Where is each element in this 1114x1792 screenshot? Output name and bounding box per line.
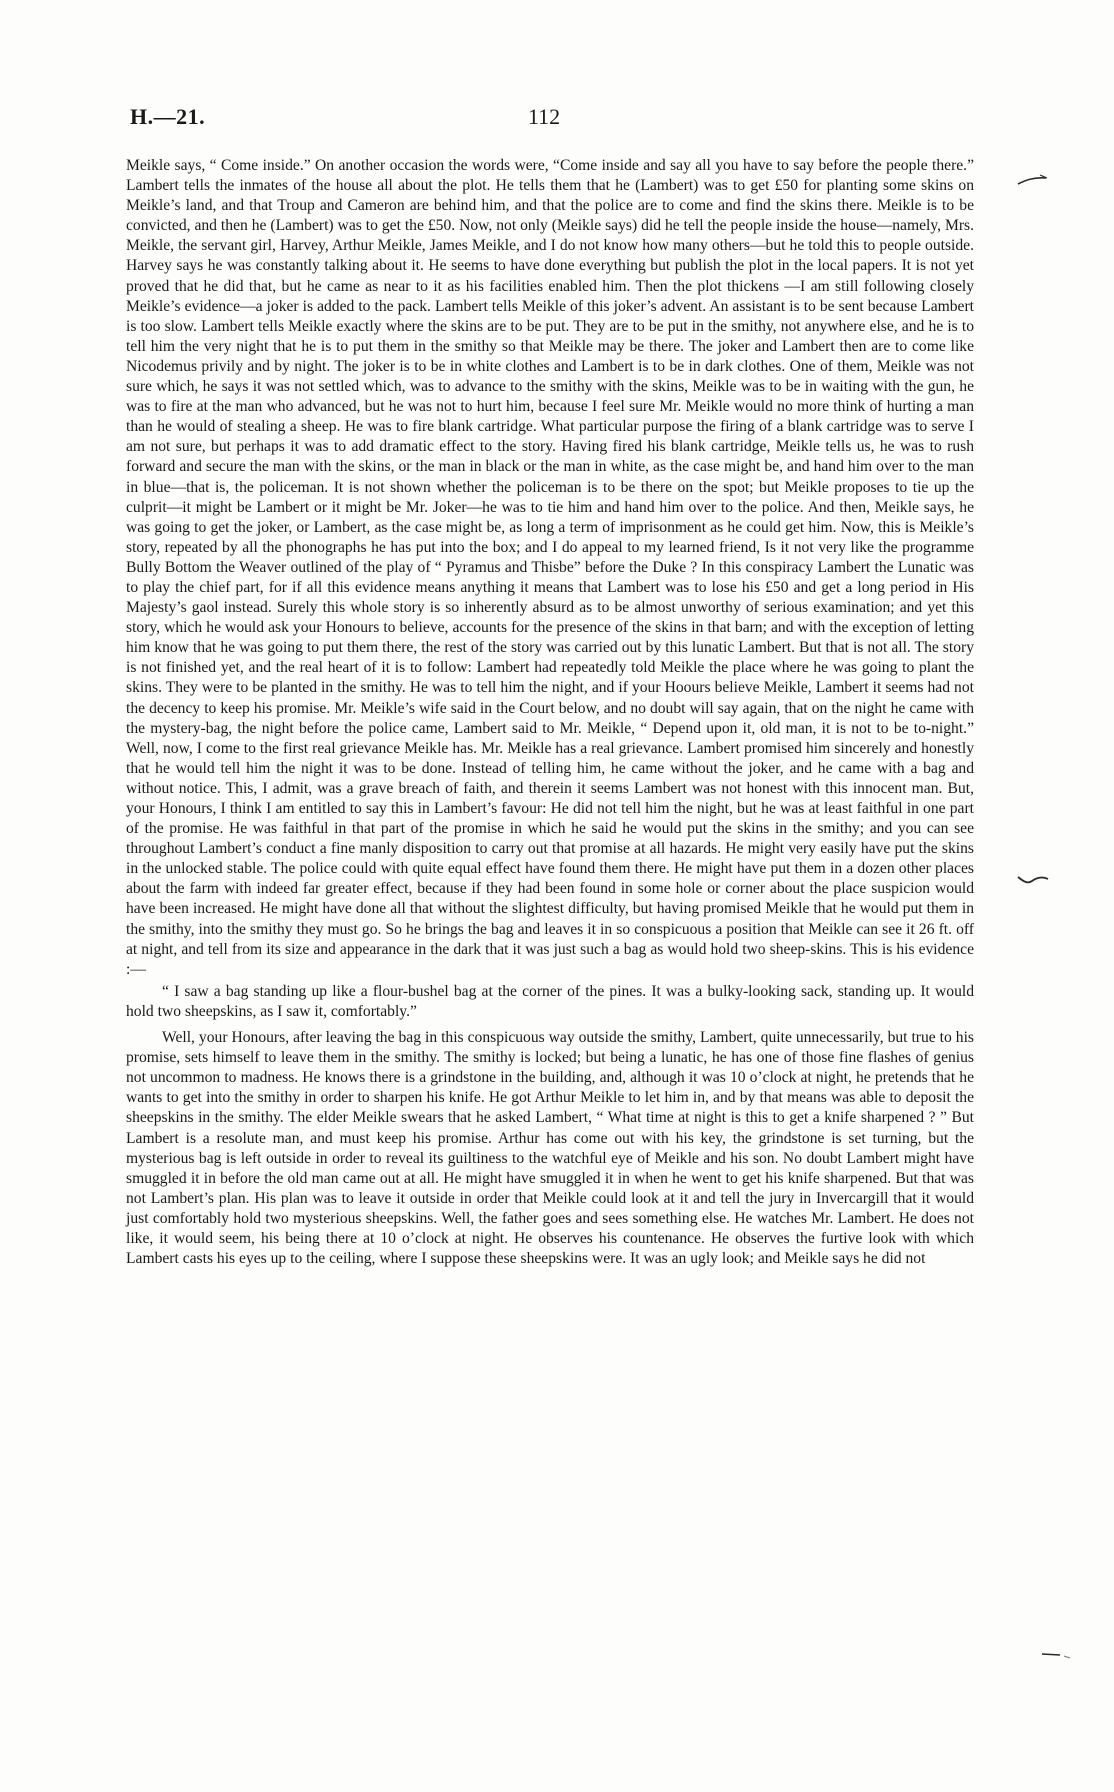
margin-pencil-mark [1040, 1648, 1074, 1662]
margin-pencil-mark [1016, 874, 1050, 888]
page-number: 112 [528, 104, 561, 129]
page-header [130, 104, 970, 134]
margin-pencil-mark [1016, 172, 1050, 186]
paragraph-argument: Meikle says, “ Come inside.” On another occasion the words were, “Come inside and say all you have to say before the people there.” Lambert tells the inmates of the house all about the plot. He tells them that he (Lambert) was to get £50 for planting some skins on Meikle’s land, and that Troup and Cameron are behind him, and that the police are to come and find the skins there. Meikle is to be convicted, and then he (Lambert) was to get the £50. Now, not only (Meikle says) did he tell the people inside the house—namely, Mrs. Meikle, the servant girl, Harvey, Arthur Meikle, James Meikle, and I do not know how many others—but he told this to people outside. Harvey says he was constantly talking about it. He seems to have done everything but publish the plot in the local papers. It is not yet proved that he did that, but he came as near to it as his facilities enabled him. Then the plot thickens —I am still following closely Meikle’s evidence—a joker is added to the pack. Lambert tells Meikle of this joker’s advent. An assistant is to be sent because Lambert is too slow. Lambert tells Meikle exactly where the skins are to be put. They are to be put in the smithy, not anywhere else, and he is to tell him the very night that he is to put them in the smithy so that Meikle may be there. The joker and Lambert then are to come like Nicodemus privily and by night. The joker is to be in white clothes and Lambert is to be in dark clothes. One of them, Meikle was not sure which, he says it was not settled which, was to advance to the smithy with the skins, Meikle was to be in waiting with the gun, he was to fire at the man who advanced, but he was not to hurt him, because I feel sure Mr. Meikle would no more think of hurting a man than he would of stealing a sheep. He was to fire blank cartridge. What particular purpose the firing of a blank cartridge was to serve I am not sure, but perhaps it was to add dramatic effect to the story. Having fired his blank cartridge, Meikle tells us, he was to rush forward and secure the man with the skins, or the man in black or the man in white, as the case might be, and hand him over to the man in blue—that is, the policeman. It is not shown whether the policeman is to be there on the spot; but Meikle proposes to tie up the culprit—it might be Lambert or it might be Mr. Joker—he was to tie him and hand him over to the police. And then, Meikle says, he was going to get the joker, or Lambert, as the case might be, as long a term of imprisonment as he could get him. Now, this is Meikle’s story, repeated by all the phonographs he has put into the box; and I do appeal to my learned friend, Is it not very like the programme Bully Bottom the Weaver outlined of the play of “ Pyramus and Thisbe” before the Duke ? In this conspiracy Lambert the Lunatic was to play the chief part, for if all this evidence means anything it means that Lambert was to lose his £50 and get a long period in His Majesty’s gaol instead. Surely this whole story is so inherently absurd as to be almost unworthy of serious examination; and yet this story, which he would ask your Honours to believe, accounts for the presence of the skins in that barn; and with the exception of letting him know that he was going to put them there, the rest of the story was carried out by this lunatic Lambert. But that is not all. The story is not finished yet, and the real heart of it is to follow: Lambert had repeatedly told Meikle the place where he was going to plant the skins. They were to be planted in the smithy. He was to tell him the night, and if your Hoours believe Meikle, Lambert it seems had not the decency to keep his promise. Mr. Meikle’s wife said in the Court below, and no doubt will say again, that on the night he came with the mystery-bag, the night before the police came, Lambert said to Mr. Meikle, “ Depend upon it, old man, it is not to be to-night.” Well, now, I come to the first real grievance Meikle has. Mr. Meikle has a real grievance. Lambert promised him sincerely and honestly that he would tell him the night it was to be done. Instead of telling him, he came without the joker, and he came with a bag and without notice. This, I admit, was a grave breach of faith, and therein it seems Lambert was not honest with this innocent man. But, your Honours, I think I am entitled to say this in Lambert’s favour: He did not tell him the night, but he was at least faithful in one part of the promise. He was faithful in that part of the promise in which he said he would put the skins in the smithy; and you can see throughout Lambert’s conduct a fine manly disposition to carry out that promise at all hazards. He might very easily have put the skins in the unlocked stable. The police could with quite equal effect have found them there. He might have put them in a dozen other places about the farm with indeed far greater effect, because if they had been found in some hole or corner about the place suspicion would have been increased. He might have done all that without the slightest difficulty, but having promised Meikle that he would put them in the smithy, into the smithy they must go. So he brings the bag and leaves it in so conspicuous a position that Meikle can see it 26 ft. off at night, and tell from its size and appearance in the dark that it was just such a bag as would hold two sheep-skins. This is his evidence :— [126, 157, 974, 978]
body-text [126, 156, 974, 1269]
document-reference: H.—21. [130, 104, 206, 129]
paragraph-continuation: Well, your Honours, after leaving the bag in this conspicuous way outside the smithy, Lambert, quite unnecessarily, but true to his promise, sets himself to leave them in the smithy. The smithy is locked; but being a lunatic, he has one of those fine flashes of genius not uncommon to madness. He knows there is a grindstone in the building, and, although it was 10 o’clock at night, he pretends that he wants to get into the smithy in order to sharpen his knife. He got Arthur Meikle to let him in, and by that means was able to deposit the sheepskins in the smithy. The elder Meikle swears that he asked Lambert, “ What time at night is this to get a knife sharpened ? ” But Lambert is a resolute man, and must keep his promise. Arthur has come out with his key, the grindstone is set turning, but the mysterious bag is left outside in order to reveal its guiltiness to the watchful eye of Meikle and his son. No doubt Lambert might have smuggled it in before the old man came out at all. He might have smuggled it in when he went to get his knife sharpened. But that was not Lambert’s plan. His plan was to leave it outside in order that Meikle could look at it and tell the jury in Invercargill that it would just comfortably hold two mysterious sheepskins. Well, the father goes and sees something else. He watches Mr. Lambert. He does not like, it would seem, his being there at 10 o’clock at night. He observes his countenance. He observes the furtive look with which Lambert casts his eyes up to the ceiling, where I suppose these sheepskins were. It was an ugly look; and Meikle says he did not [126, 1029, 974, 1268]
paragraph-evidence-quote: “ I saw a bag standing up like a flour-bushel bag at the corner of the pines. It was a bulky-looking sack, standing up. It would hold two sheepskins, as I saw it, comfortably.” [126, 982, 974, 1020]
